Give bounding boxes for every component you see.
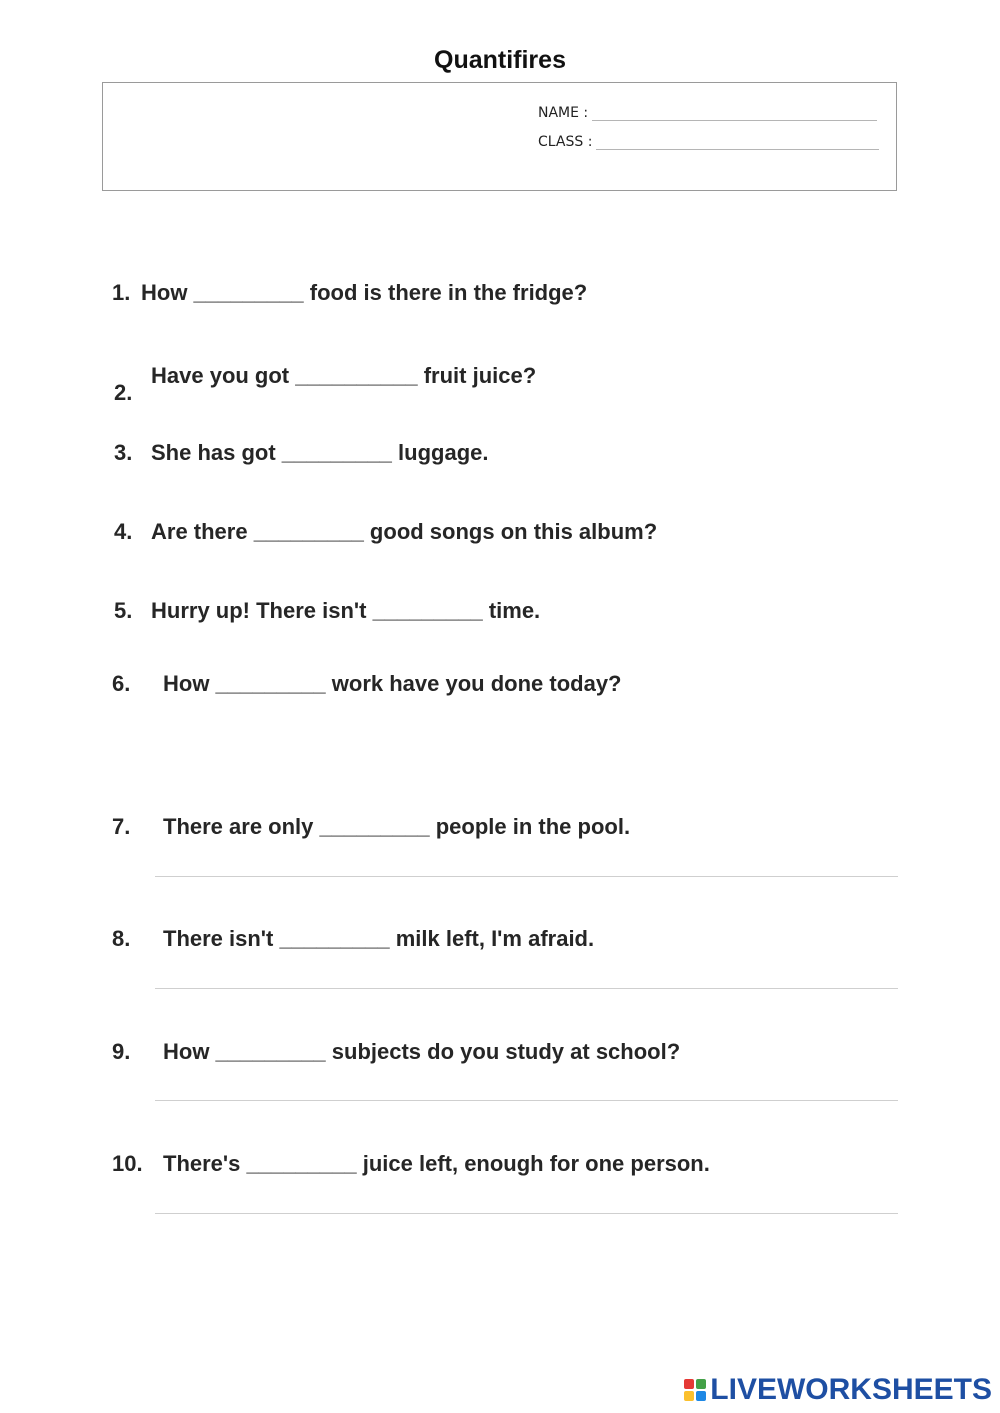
- question-number: 7.: [112, 814, 131, 839]
- name-field[interactable]: [538, 105, 877, 121]
- question-text: How _________ food is there in the fridge?: [141, 280, 588, 305]
- answer-line[interactable]: [155, 1100, 898, 1101]
- question-number: 8.: [112, 926, 131, 951]
- student-info-box: [102, 82, 897, 191]
- class-label: CLASS :: [538, 134, 593, 150]
- answer-line[interactable]: [155, 988, 898, 989]
- logo-text: LIVEWORKSHEETS: [710, 1373, 992, 1406]
- answer-line[interactable]: [155, 1213, 898, 1214]
- question-text: There are only _________ people in the pool.: [163, 814, 631, 839]
- question-text: There isn't _________ milk left, I'm afraid.: [163, 926, 595, 951]
- question-number: 6.: [112, 671, 131, 696]
- worksheet-title: Quantifires: [434, 46, 566, 74]
- liveworksheets-logo-icon: [684, 1379, 706, 1401]
- question-number: 10.: [112, 1151, 143, 1176]
- question-number: 3.: [114, 440, 133, 465]
- question-text: How _________ subjects do you study at school?: [163, 1039, 681, 1064]
- answer-line[interactable]: [155, 876, 898, 877]
- question-number: 1.: [112, 280, 131, 305]
- question-number: 5.: [114, 598, 133, 623]
- name-label: NAME :: [538, 105, 589, 121]
- question-number: 4.: [114, 519, 133, 544]
- liveworksheets-logo: [684, 1375, 992, 1405]
- question-text: How _________ work have you done today?: [163, 671, 622, 696]
- question-number: 9.: [112, 1039, 131, 1064]
- class-line[interactable]: [596, 137, 879, 150]
- question-text: She has got _________ luggage.: [151, 440, 489, 465]
- question-number: 2.: [114, 380, 133, 405]
- question-text: Have you got __________ fruit juice?: [151, 363, 537, 388]
- question-text: Are there _________ good songs on this album?: [151, 519, 658, 544]
- question-text: There's _________ juice left, enough for one person.: [163, 1151, 710, 1176]
- name-line[interactable]: [592, 108, 877, 121]
- question-text: Hurry up! There isn't _________ time.: [151, 598, 541, 623]
- class-field[interactable]: [538, 134, 879, 150]
